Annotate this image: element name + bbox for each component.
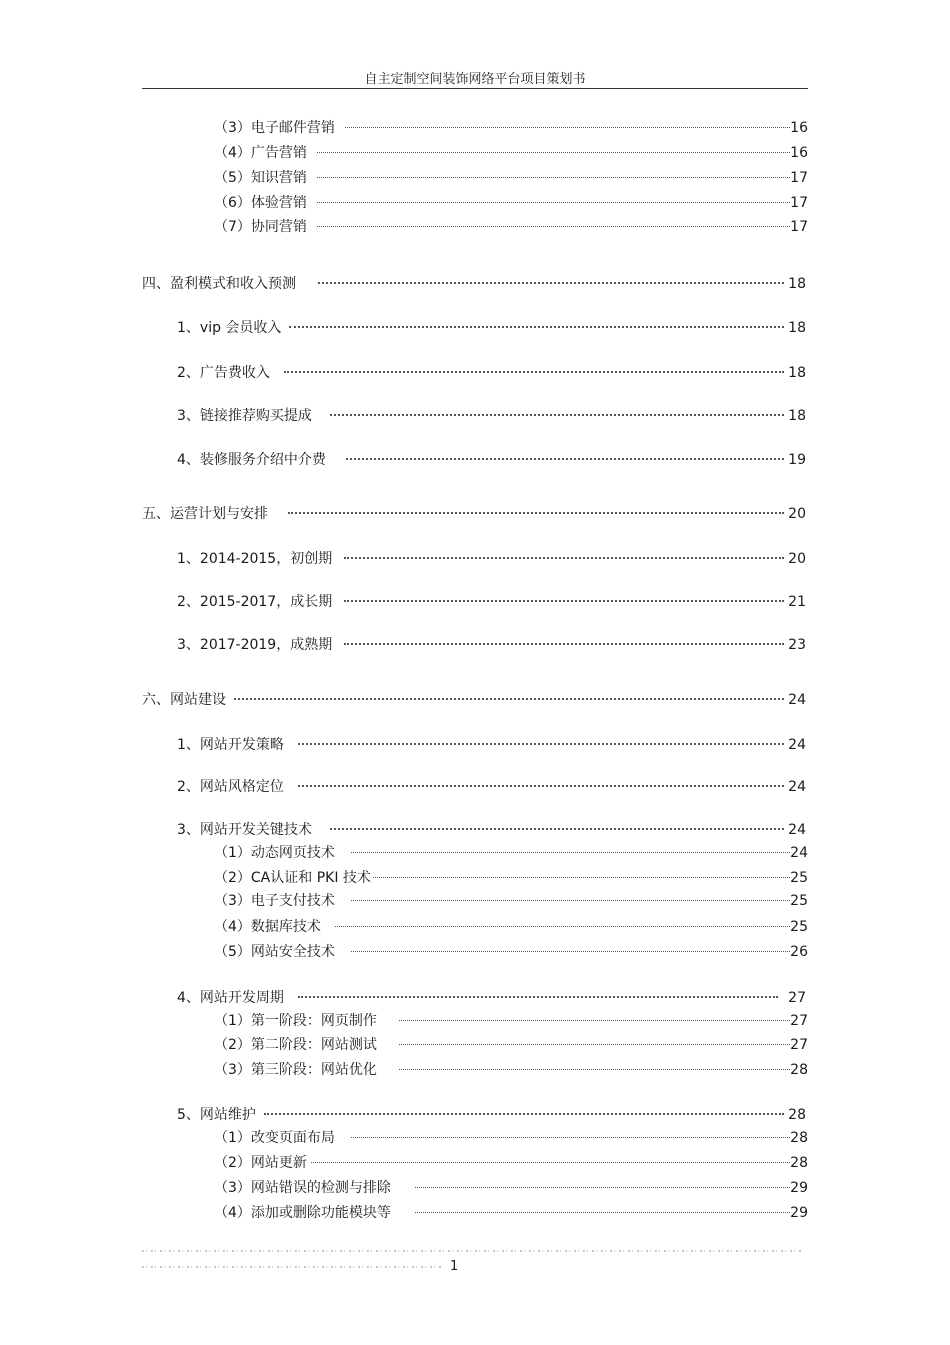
toc-entry-page: 18 [788,408,806,424]
toc-leader-dots [234,698,784,700]
toc-entry-page: 21 [788,594,806,610]
toc-entry-page: 18 [788,276,806,292]
footer-faint-text [142,1266,442,1268]
toc-leader-dots [317,177,790,178]
toc-entry-title: （4）广告营销 [214,145,307,161]
toc-entry-chapter[interactable] [142,274,806,294]
toc-leader-dots [399,1020,790,1021]
toc-entry-page: 17 [790,195,808,211]
toc-leader-dots [344,557,784,559]
footer-faint-text [142,1250,802,1252]
toc-entry[interactable] [214,1011,808,1031]
toc-leader-dots [330,414,784,416]
toc-entry-title: 4、装修服务介绍中介费 [177,452,326,468]
toc-leader-dots [284,371,784,373]
toc-entry-title: （1）动态网页技术 [214,845,335,861]
toc-entry-title: 2、广告费收入 [177,365,270,381]
toc-entry-page: 29 [790,1180,808,1196]
toc-entry-section[interactable] [177,820,806,840]
toc-entry-title: 四、盈利模式和收入预测 [142,276,296,292]
toc-entry-page: 20 [788,551,806,567]
toc-entry-section[interactable] [177,318,806,338]
toc-entry-title: 1、2014-2015，初创期 [177,551,333,567]
toc-leader-dots [264,1113,784,1115]
toc-entry-page: 26 [790,944,808,960]
toc-entry[interactable] [214,118,808,138]
toc-entry-page: 16 [790,145,808,161]
toc-leader-dots [344,643,784,645]
toc-entry[interactable] [214,917,808,937]
toc-entry-section[interactable] [177,635,806,655]
toc-entry-title: 1、vip 会员收入 [177,320,282,336]
toc-entry[interactable] [214,1203,808,1223]
toc-entry-title: （5）知识营销 [214,170,307,186]
toc-entry-page: 24 [790,845,808,861]
toc-entry[interactable] [214,868,808,888]
toc-entry-title: （7）协同营销 [214,219,307,235]
toc-entry-section[interactable] [177,549,806,569]
toc-leader-dots [351,1137,790,1138]
toc-entry-section[interactable] [177,363,806,383]
toc-entry[interactable] [214,1128,808,1148]
toc-entry-page: 27 [790,1013,808,1029]
toc-leader-dots [415,1187,790,1188]
toc-leader-dots [344,600,784,602]
toc-entry-title: 2、2015-2017，成长期 [177,594,333,610]
toc-leader-dots [399,1044,790,1045]
toc-entry-page: 25 [790,919,808,935]
toc-entry-page: 25 [790,870,808,886]
toc-entry-page: 17 [790,219,808,235]
toc-entry-page: 28 [788,1107,806,1123]
toc-entry-page: 28 [790,1130,808,1146]
header-divider [142,88,808,89]
toc-entry-title: 1、网站开发策略 [177,737,284,753]
toc-entry[interactable] [214,193,808,213]
toc-leader-dots [298,996,778,998]
toc-entry-page: 17 [790,170,808,186]
toc-entry-page: 29 [790,1205,808,1221]
toc-entry-page: 27 [788,990,806,1006]
toc-entry-page: 25 [790,893,808,909]
toc-entry-title: 5、网站维护 [177,1107,256,1123]
toc-entry-page: 24 [788,779,806,795]
document-header-title: 自主定制空间装饰网络平台项目策划书 [364,72,586,87]
toc-entry-section[interactable] [177,777,806,797]
toc-entry-title: （1）第一阶段：网页制作 [214,1013,377,1029]
toc-entry-title: （2）第二阶段：网站测试 [214,1037,377,1053]
toc-entry[interactable] [214,942,808,962]
toc-entry-page: 24 [788,822,806,838]
toc-entry-title: （5）网站安全技术 [214,944,335,960]
toc-leader-dots [335,926,790,927]
toc-entry-page: 24 [788,692,806,708]
toc-entry-title: 五、运营计划与安排 [142,506,268,522]
page-number: 1 [450,1259,459,1274]
toc-entry-chapter[interactable] [142,504,806,524]
toc-leader-dots [399,1069,790,1070]
toc-entry[interactable] [214,1153,808,1173]
toc-leader-dots [345,127,790,128]
toc-entry[interactable] [214,217,808,237]
toc-entry[interactable] [214,1035,808,1055]
toc-leader-dots [289,326,784,328]
toc-leader-dots [351,852,790,853]
toc-entry-page: 18 [788,365,806,381]
toc-entry-page: 28 [790,1155,808,1171]
toc-entry-title: 3、链接推荐购买提成 [177,408,312,424]
toc-entry[interactable] [214,891,808,911]
toc-entry-title: 3、网站开发关键技术 [177,822,312,838]
toc-entry-chapter[interactable] [142,690,806,710]
toc-leader-dots [415,1212,790,1213]
toc-entry-title: （3）电子邮件营销 [214,120,335,136]
toc-entry-section[interactable] [177,450,806,470]
toc-entry-section[interactable] [177,735,806,755]
toc-leader-dots [317,226,790,227]
toc-entry-title: 3、2017-2019，成熟期 [177,637,333,653]
toc-entry-page: 23 [788,637,806,653]
toc-entry-page: 27 [790,1037,808,1053]
toc-entry-title: （2）网站更新 [214,1155,307,1171]
toc-entry-page: 19 [788,452,806,468]
toc-leader-dots [318,282,784,284]
toc-leader-dots [351,951,790,952]
toc-leader-dots [298,785,784,787]
toc-entry-title: 六、网站建设 [142,692,226,708]
toc-entry-page: 20 [788,506,806,522]
toc-entry[interactable] [214,1060,808,1080]
toc-entry[interactable] [214,1178,808,1198]
toc-leader-dots [317,202,790,203]
toc-entry-page: 16 [790,120,808,136]
toc-leader-dots [317,152,790,153]
toc-leader-dots [288,512,784,514]
toc-entry-title: （3）第三阶段：网站优化 [214,1062,377,1078]
toc-entry-title: 4、网站开发周期 [177,990,284,1006]
toc-entry-page: 18 [788,320,806,336]
toc-leader-dots [346,458,784,460]
toc-entry-section[interactable] [177,988,806,1008]
toc-entry-section[interactable] [177,406,806,426]
toc-entry-title: （3）电子支付技术 [214,893,335,909]
toc-leader-dots [298,743,784,745]
toc-entry-title: （4）添加或删除功能模块等 [214,1205,391,1221]
toc-entry-section[interactable] [177,592,806,612]
toc-entry[interactable] [214,143,808,163]
toc-leader-dots [330,828,784,830]
toc-entry-title: （4）数据库技术 [214,919,321,935]
toc-entry[interactable] [214,168,808,188]
toc-entry-title: 2、网站风格定位 [177,779,284,795]
toc-leader-dots [311,1162,790,1163]
toc-entry-title: （6）体验营销 [214,195,307,211]
toc-entry-page: 24 [788,737,806,753]
toc-entry-title: （1）改变页面布局 [214,1130,335,1146]
toc-entry-title: （3）网站错误的检测与排除 [214,1180,391,1196]
toc-entry[interactable] [214,843,808,863]
toc-entry-page: 28 [790,1062,808,1078]
toc-leader-dots [351,900,790,901]
toc-leader-dots [373,877,790,878]
toc-entry-section[interactable] [177,1105,806,1125]
toc-entry-title: （2）CA认证和 PKI 技术 [214,870,371,886]
